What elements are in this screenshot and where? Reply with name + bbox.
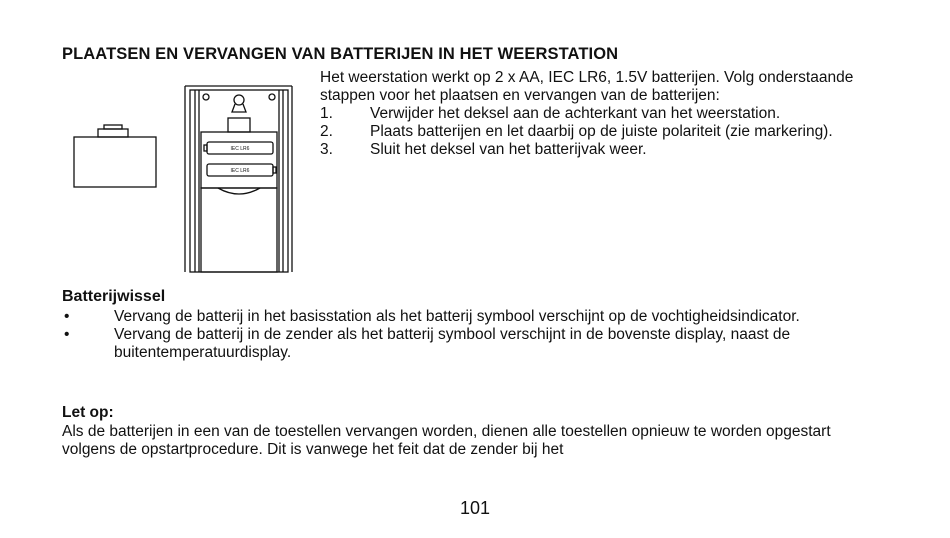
bullet-item	[62, 308, 882, 326]
station-side-view	[74, 137, 156, 187]
screw-icon	[269, 94, 275, 100]
step-number: 2.	[320, 123, 333, 140]
note-paragraph: Als de batterijen in een van de toestellen vervangen worden, dienen alle toestellen opnieuw te worden opgestart volgens de opstartprocedure. Dit is vanwege het feit dat de zender bij het	[62, 423, 831, 458]
step-item	[320, 141, 890, 159]
battery-cover	[201, 188, 277, 272]
battery-label: IEC LR6	[230, 168, 250, 174]
intro-block	[320, 69, 890, 159]
step-item	[320, 123, 890, 141]
step-item	[320, 105, 890, 123]
subheading-batterijwissel: Batterijwissel	[62, 288, 166, 305]
step-number: 3.	[320, 141, 333, 158]
bullet-icon: •	[64, 326, 70, 343]
step-text: Verwijder het deksel aan de achterkant van het weerstation.	[370, 105, 781, 122]
step-number: 1.	[320, 105, 333, 122]
bullet-list	[62, 308, 882, 362]
bullet-text: Vervang de batterij in de zender als het batterij symbool verschijnt in de bovenste display, naast de buitentemperatuurdisplay.	[114, 326, 791, 361]
screw-icon	[203, 94, 209, 100]
keyhole-icon	[234, 95, 244, 105]
note-heading: Let op:	[62, 404, 114, 421]
bullet-item	[62, 326, 882, 362]
page-number: 101	[459, 498, 491, 518]
battery-compartment	[201, 132, 277, 188]
battery-label: IEC LR6	[230, 146, 250, 152]
steps-list	[320, 105, 890, 159]
battery-installation-illustration	[68, 82, 300, 278]
intro-paragraph: Het weerstation werkt op 2 x AA, IEC LR6, 1.5V batterijen. Volg onderstaande stappen voor het plaatsen en vervangen van de batterijen:	[320, 69, 854, 104]
step-text: Sluit het deksel van het batterijvak weer.	[370, 141, 647, 158]
bullet-text: Vervang de batterij in het basisstation als het batterij symbool verschijnt op de vochtigheidsindicator.	[114, 308, 800, 325]
section-heading: PLAATSEN EN VERVANGEN VAN BATTERIJEN IN HET WEERSTATION	[62, 45, 619, 63]
bullet-icon: •	[64, 308, 70, 325]
step-text: Plaats batterijen en let daarbij op de juiste polariteit (zie markering).	[370, 123, 833, 140]
